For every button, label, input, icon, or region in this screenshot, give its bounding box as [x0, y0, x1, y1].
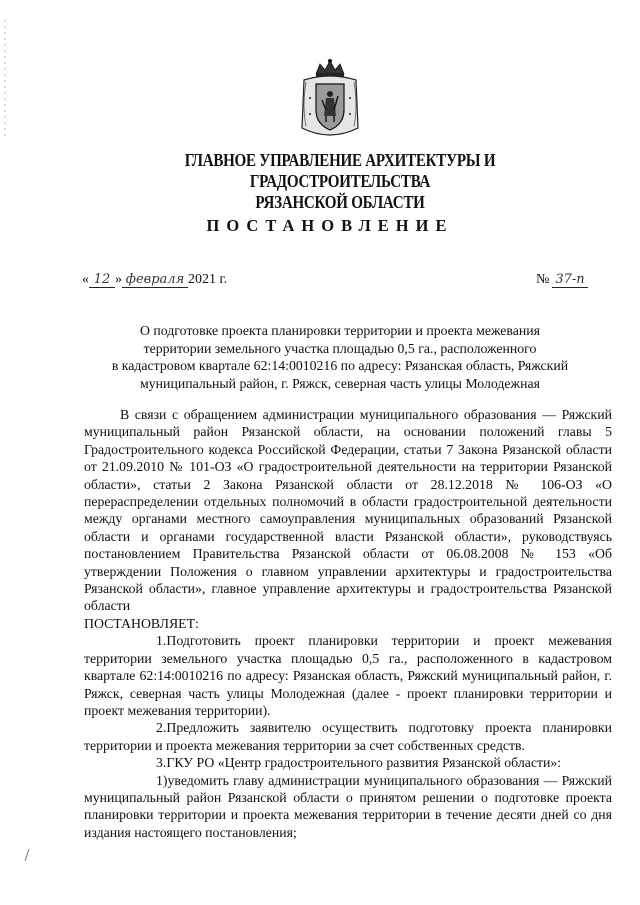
subject-line: территории земельного участка площадью 0,5 га., расположенного: [143, 340, 537, 356]
item-text: уведомить главу администрации муниципального образования — Ряжский муниципальный район Рязанской области о принятом решении о подготовке проекта планировки территории и проекта межевания территории в течение десяти дней со дня издания настоящего постановления;: [84, 772, 612, 840]
date-open-quote: «: [82, 272, 89, 287]
organization-title-line2: РЯЗАНСКОЙ ОБЛАСТИ: [255, 192, 425, 212]
margin-pen-mark: [24, 848, 30, 860]
subject-line: муниципальный район, г. Ряжск, северная часть улицы Молодежная: [140, 375, 540, 391]
date-close-quote: »: [115, 272, 122, 287]
date-month: февраля: [122, 272, 188, 288]
number-sign: №: [536, 272, 550, 287]
item-number: 1.: [156, 633, 167, 649]
organization-title: [99, 150, 581, 213]
list-item: [84, 719, 612, 754]
item-number: 1): [156, 772, 168, 788]
document-subject: [100, 322, 580, 392]
document-number: [536, 272, 588, 288]
date-day: 12: [89, 272, 115, 288]
item-text: Подготовить проект планировки территории и проект межевания территории земельного участка площадью 0,5 га., расположенного в кадастровом квартале 62:14:0010216 по адресу: Рязанская область, Ряжский муниципальный район, г. Ряжск, северная часть улицы Молодежная (далее - проект планировки территории и проект межевания территории).: [84, 633, 612, 718]
list-item: [84, 632, 612, 719]
number-value: 37-п: [552, 272, 587, 288]
item-number: 3.: [156, 755, 167, 771]
document-type-heading: ПОСТАНОВЛЕНИЕ: [206, 216, 454, 235]
scan-edge-marks: [4, 20, 6, 140]
item-number: 2.: [156, 720, 167, 736]
item-text: ГКУ РО «Центр градостроительного развития Рязанской области»:: [166, 755, 562, 771]
organization-title-line1: ГЛАВНОЕ УПРАВЛЕНИЕ АРХИТЕКТУРЫ И ГРАДОСТРОИТЕЛЬСТВА: [184, 150, 496, 191]
list-item: [84, 754, 612, 771]
item-text: Предложить заявителю осуществить подготовку проекта планировки территории и проекта межевания территории за счет собственных средств.: [84, 720, 612, 753]
preamble-paragraph: В связи с обращением администрации муниципального образования — Ряжский муниципальный район Рязанской области, на основании положений главы 5 Градостроительного кодекса Российской Федерации, статьи 7 Закона Рязанской области от 21.09.2010 № 101-ОЗ «О градостроительной деятельности на территории Рязанской области», статьи 2 Закона Рязанской области от 28.12.2018 № 106-ОЗ «О перераспределении отдельных полномочий в области градостроительной деятельности между органами местного самоуправления муниципальных образований Рязанской области и органами государственной власти Рязанской области», руководствуясь постановлением Правительства Рязанской области от 06.08.2008 № 153 «Об утверждении Положения о главном управлении архитектуры и градостроительства Рязанской области», главное управление архитектуры и градостроительства Рязанской области: [84, 407, 612, 614]
document-date: [82, 272, 227, 288]
subject-line: О подготовке проекта планировки территории и проекта межевания: [139, 323, 540, 338]
document-body: [84, 406, 612, 841]
subject-line: в кадастровом квартале 62:14:0010216 по адресу: Рязанская область, Ряжский: [111, 358, 569, 373]
date-year: 2021 г.: [188, 272, 228, 287]
coat-of-arms-icon: [296, 58, 364, 142]
decree-word: ПОСТАНОВЛЯЕТ:: [84, 615, 199, 631]
list-item: [84, 772, 612, 842]
